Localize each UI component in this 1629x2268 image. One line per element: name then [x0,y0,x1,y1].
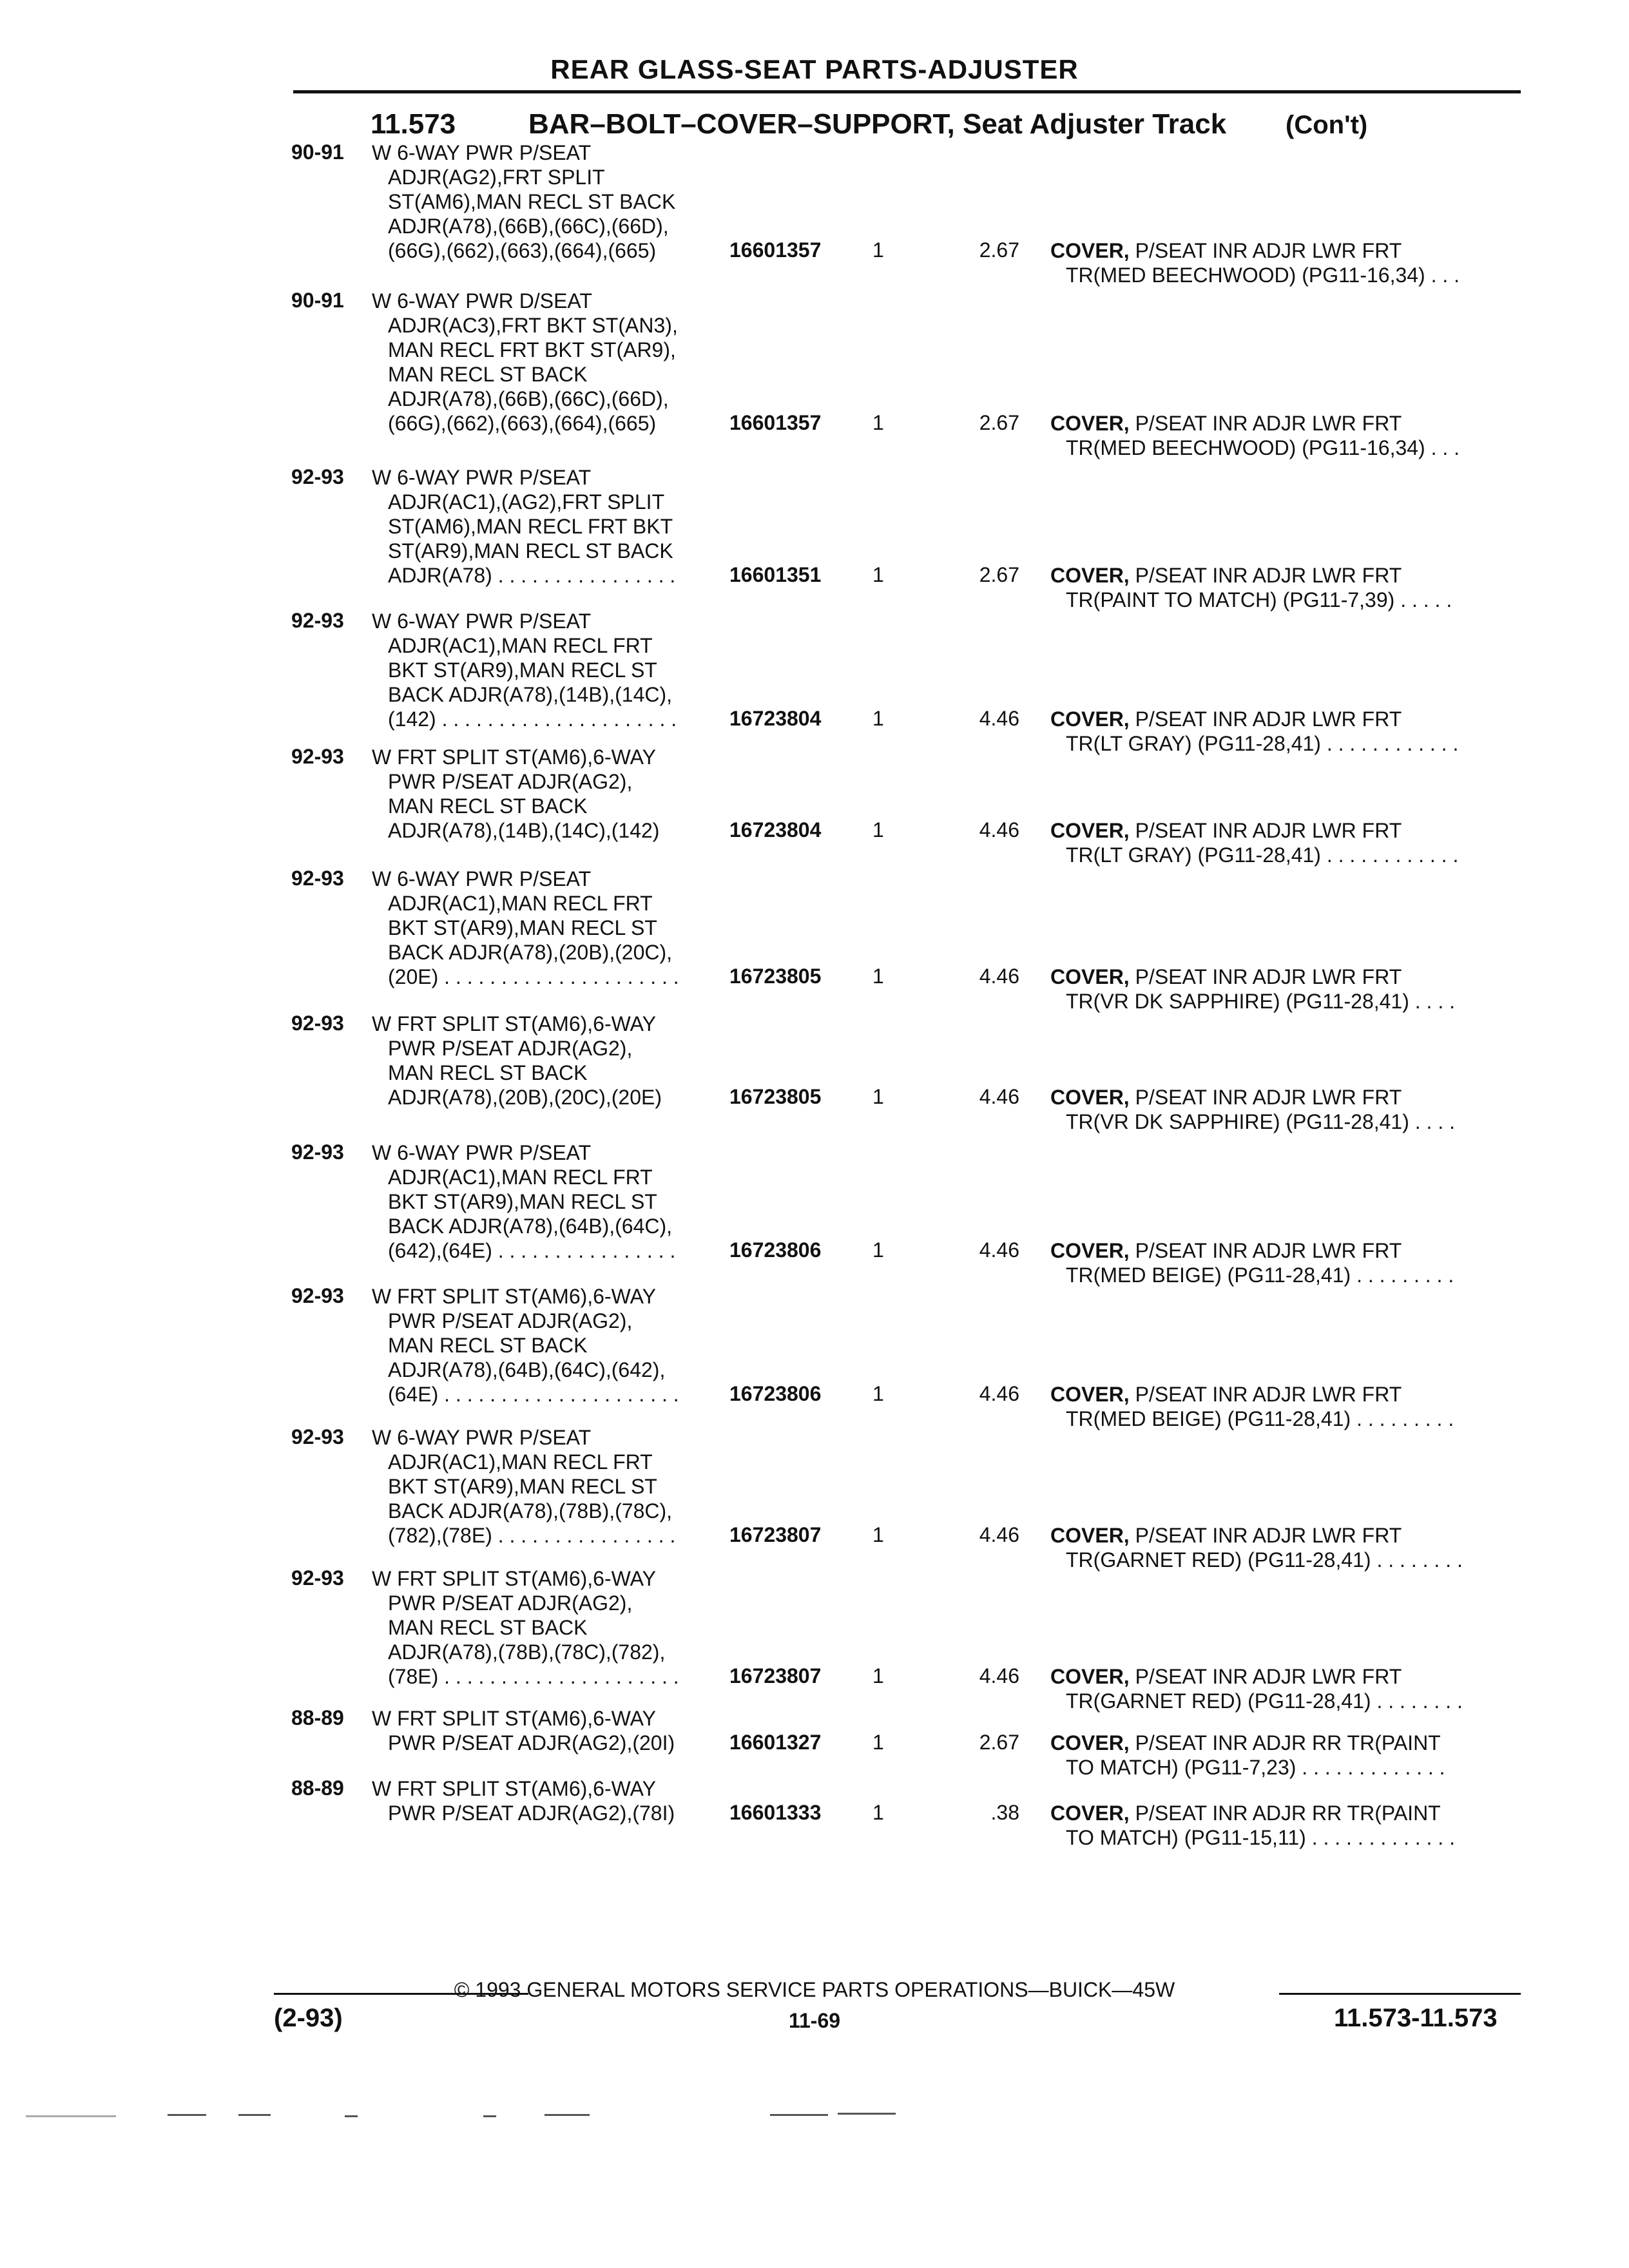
part-name: COVER, [1050,239,1130,262]
usage-line: (66G),(662),(663),(664),(665) [388,412,657,435]
price: 2.67 [979,563,1019,586]
part-description [1050,563,1452,612]
scan-artifact [770,2114,828,2116]
part-description-line [1050,238,1460,263]
part-description-line: TR(VR DK SAPPHIRE) (PG11-28,41) . . . . [1066,1110,1455,1133]
usage-line: W 6-WAY PWR P/SEAT [372,141,592,164]
part-description [1050,238,1460,287]
part-number: 16601351 [729,563,822,586]
price: 2.67 [979,1731,1019,1754]
usage-line: (20E) . . . . . . . . . . . . . . . . . . . . . [388,965,679,988]
model-years: 92-93 [291,1140,344,1164]
usage-line: PWR P/SEAT ADJR(AG2), [388,770,633,793]
usage-line: (78E) . . . . . . . . . . . . . . . . . . . . . [388,1665,679,1688]
quantity: 1 [872,707,884,730]
part-description-line: TR(MED BEECHWOOD) (PG11-16,34) . . . [1066,264,1460,287]
model-years: 92-93 [291,609,344,632]
quantity: 1 [872,411,884,434]
part-description [1050,707,1458,756]
usage-description [372,609,717,731]
part-description [1050,1801,1455,1850]
section-title: BAR–BOLT–COVER–SUPPORT, Seat Adjuster Track [528,108,1227,140]
usage-line: PWR P/SEAT ADJR(AG2),(20I) [388,1731,675,1754]
part-description-line: TR(LT GRAY) (PG11-28,41) . . . . . . . . . . . . [1066,732,1459,755]
price: 4.46 [979,1523,1019,1546]
part-detail: P/SEAT INR ADJR LWR FRT [1129,819,1402,842]
price: 4.46 [979,1238,1019,1262]
usage-line: ADJR(AC1),(AG2),FRT SPLIT [388,490,665,514]
scan-artifact [26,2115,116,2117]
part-detail: P/SEAT INR ADJR LWR FRT [1129,707,1402,731]
usage-line: PWR P/SEAT ADJR(AG2), [388,1591,633,1615]
model-years: 92-93 [291,1425,344,1448]
part-description-line [1050,1382,1454,1407]
usage-line: BACK ADJR(A78),(14B),(14C), [388,683,673,706]
usage-line: W 6-WAY PWR P/SEAT [372,1141,592,1164]
usage-line: (782),(78E) . . . . . . . . . . . . . . . . [388,1524,676,1547]
usage-line: ADJR(A78),(66B),(66C),(66D), [388,387,669,410]
usage-line: W FRT SPLIT ST(AM6),6-WAY [372,745,656,769]
part-description-line: TO MATCH) (PG11-7,23) . . . . . . . . . . . . . [1066,1756,1445,1779]
usage-description [372,1425,717,1548]
usage-line: ADJR(AG2),FRT SPLIT [388,166,605,189]
quantity: 1 [872,1801,884,1824]
part-number: 16723804 [729,707,822,730]
part-name: COVER, [1050,707,1130,731]
scan-artifact [483,2115,496,2117]
usage-line: ADJR(A78),(64B),(64C),(642), [388,1358,666,1381]
model-years: 88-89 [291,1776,344,1800]
usage-description [372,1284,717,1407]
part-description-line [1050,965,1455,989]
model-years: 92-93 [291,867,344,890]
price: .38 [990,1801,1019,1824]
usage-line: BKT ST(AR9),MAN RECL ST [388,1190,657,1213]
usage-line: PWR P/SEAT ADJR(AG2), [388,1309,633,1332]
usage-line: ST(AM6),MAN RECL ST BACK [388,190,676,213]
usage-line: BACK ADJR(A78),(20B),(20C), [388,941,673,964]
part-detail: P/SEAT INR ADJR LWR FRT [1129,1239,1402,1262]
price: 4.46 [979,707,1019,730]
usage-line: BKT ST(AR9),MAN RECL ST [388,658,657,682]
part-name: COVER, [1050,412,1130,435]
usage-line: MAN RECL ST BACK [388,794,588,818]
part-description-line: TR(MED BEIGE) (PG11-28,41) . . . . . . . . . [1066,1264,1454,1287]
part-name: COVER, [1050,1802,1130,1825]
model-years: 88-89 [291,1706,344,1729]
quantity: 1 [872,1664,884,1687]
usage-line: ADJR(AC1),MAN RECL FRT [388,634,653,657]
part-detail: P/SEAT INR ADJR LWR FRT [1129,1383,1402,1406]
part-description-line [1050,1664,1463,1689]
usage-line: BKT ST(AR9),MAN RECL ST [388,1475,657,1498]
page-header-title: REAR GLASS-SEAT PARTS-ADJUSTER [550,54,1079,84]
model-years: 92-93 [291,1566,344,1590]
usage-line: BACK ADJR(A78),(64B),(64C), [388,1215,673,1238]
part-number: 16723806 [729,1238,822,1262]
part-number: 16601327 [729,1731,822,1754]
part-description-line [1050,818,1458,843]
part-description-line [1050,1801,1455,1825]
part-description-line: TR(LT GRAY) (PG11-28,41) . . . . . . . . . . . . [1066,843,1459,867]
part-description [1050,1085,1455,1134]
part-detail: P/SEAT INR ADJR LWR FRT [1129,239,1402,262]
scan-artifact [545,2114,590,2116]
part-number: 16723807 [729,1664,822,1687]
part-name: COVER, [1050,819,1130,842]
quantity: 1 [872,1085,884,1108]
quantity: 1 [872,965,884,988]
usage-line: W FRT SPLIT ST(AM6),6-WAY [372,1777,656,1800]
model-years: 92-93 [291,465,344,488]
part-description [1050,1238,1454,1287]
part-name: COVER, [1050,965,1130,988]
model-years: 92-93 [291,745,344,768]
scan-artifact [838,2113,896,2115]
usage-line: ADJR(A78),(20B),(20C),(20E) [388,1086,662,1109]
scan-artifact [168,2114,206,2116]
usage-line: W 6-WAY PWR D/SEAT [372,289,592,312]
part-number: 16723805 [729,965,822,988]
part-description [1050,411,1460,460]
price: 2.67 [979,238,1019,262]
usage-line: (642),(64E) . . . . . . . . . . . . . . . . [388,1239,676,1262]
usage-line: MAN RECL FRT BKT ST(AR9), [388,338,676,361]
part-description-line [1050,707,1458,731]
part-description-line [1050,1523,1463,1548]
scan-artifact [345,2115,358,2117]
footer-section-range: 11.573-11.573 [1334,2004,1498,2032]
model-years: 90-91 [291,289,344,312]
part-description-line: TR(VR DK SAPPHIRE) (PG11-28,41) . . . . [1066,990,1455,1013]
part-detail: P/SEAT INR ADJR LWR FRT [1129,412,1402,435]
usage-line: W FRT SPLIT ST(AM6),6-WAY [372,1285,656,1308]
usage-line: ADJR(AC1),MAN RECL FRT [388,892,653,915]
price: 4.46 [979,1664,1019,1687]
quantity: 1 [872,818,884,841]
part-description-line: TR(MED BEECHWOOD) (PG11-16,34) . . . [1066,436,1460,459]
usage-line: ADJR(AC1),MAN RECL FRT [388,1166,653,1189]
usage-line: ADJR(A78),(66B),(66C),(66D), [388,215,669,238]
part-detail: P/SEAT INR ADJR LWR FRT [1129,965,1402,988]
part-description-line [1050,1731,1445,1755]
model-years: 92-93 [291,1012,344,1035]
scan-artifact [238,2114,271,2116]
usage-line: MAN RECL ST BACK [388,363,588,386]
footer-page-number: 11-69 [788,2009,841,2032]
price: 4.46 [979,818,1019,841]
usage-line: ST(AM6),MAN RECL FRT BKT [388,515,673,538]
part-detail: P/SEAT INR ADJR RR TR(PAINT [1129,1802,1441,1825]
part-description [1050,965,1455,1014]
usage-line: PWR P/SEAT ADJR(AG2), [388,1037,633,1060]
usage-description [372,867,717,989]
price: 4.46 [979,1085,1019,1108]
usage-description [372,1140,717,1263]
part-number: 16723804 [729,818,822,841]
usage-description [372,140,717,263]
usage-line: W 6-WAY PWR P/SEAT [372,610,592,633]
footer-copyright: © 1993 GENERAL MOTORS SERVICE PARTS OPERATIONS—BUICK—45W [454,1978,1175,2001]
part-description [1050,1382,1454,1431]
usage-line: BKT ST(AR9),MAN RECL ST [388,916,657,939]
usage-line: ADJR(A78),(78B),(78C),(782), [388,1640,666,1664]
part-name: COVER, [1050,564,1130,587]
usage-line: (64E) . . . . . . . . . . . . . . . . . . . . . [388,1383,679,1406]
part-name: COVER, [1050,1524,1130,1547]
price: 4.46 [979,1382,1019,1405]
part-description-line: TR(PAINT TO MATCH) (PG11-7,39) . . . . . [1066,588,1452,611]
part-number: 16601357 [729,411,822,434]
usage-line: MAN RECL ST BACK [388,1616,588,1639]
part-detail: P/SEAT INR ADJR RR TR(PAINT [1129,1731,1441,1754]
section-number: 11.573 [371,108,456,140]
usage-line: ADJR(AC1),MAN RECL FRT [388,1450,653,1474]
footer-revision: (2-93) [274,2004,343,2032]
usage-line: W 6-WAY PWR P/SEAT [372,466,592,489]
quantity: 1 [872,1238,884,1262]
usage-line: ADJR(A78),(14B),(14C),(142) [388,819,660,842]
part-detail: P/SEAT INR ADJR LWR FRT [1129,1086,1402,1109]
part-description-line [1050,1085,1455,1110]
part-description [1050,1523,1463,1572]
model-years: 90-91 [291,140,344,164]
usage-line: (66G),(662),(663),(664),(665) [388,239,657,262]
part-number: 16723806 [729,1382,822,1405]
usage-line: W FRT SPLIT ST(AM6),6-WAY [372,1707,656,1730]
part-name: COVER, [1050,1665,1130,1688]
usage-line: MAN RECL ST BACK [388,1061,588,1084]
model-years: 92-93 [291,1284,344,1307]
part-description-line [1050,1238,1454,1263]
usage-description [372,1566,717,1689]
part-description-line: TR(MED BEIGE) (PG11-28,41) . . . . . . . . . [1066,1407,1454,1430]
part-name: COVER, [1050,1086,1130,1109]
part-number: 16723807 [729,1523,822,1546]
quantity: 1 [872,1523,884,1546]
usage-line: MAN RECL ST BACK [388,1334,588,1357]
usage-description [372,1776,717,1825]
part-description-line [1050,563,1452,588]
part-description [1050,1731,1445,1780]
part-name: COVER, [1050,1383,1130,1406]
part-detail: P/SEAT INR ADJR LWR FRT [1129,1524,1402,1547]
part-description-line: TR(GARNET RED) (PG11-28,41) . . . . . . . . [1066,1689,1463,1713]
header-rule [293,90,1521,93]
part-description [1050,1664,1463,1713]
price: 4.46 [979,965,1019,988]
usage-line: PWR P/SEAT ADJR(AG2),(78I) [388,1802,675,1825]
quantity: 1 [872,238,884,262]
usage-description [372,289,717,436]
usage-line: W 6-WAY PWR P/SEAT [372,867,592,890]
usage-line: (142) . . . . . . . . . . . . . . . . . . . . . [388,707,677,731]
part-detail: P/SEAT INR ADJR LWR FRT [1129,564,1402,587]
usage-line: W FRT SPLIT ST(AM6),6-WAY [372,1567,656,1590]
part-number: 16601357 [729,238,822,262]
section-continued: (Con't) [1286,111,1368,139]
usage-line: W 6-WAY PWR P/SEAT [372,1426,592,1449]
quantity: 1 [872,1731,884,1754]
usage-line: ST(AR9),MAN RECL ST BACK [388,539,673,562]
usage-line: ADJR(AC3),FRT BKT ST(AN3), [388,314,678,337]
usage-description [372,1012,717,1110]
usage-line: ADJR(A78) . . . . . . . . . . . . . . . . [388,564,676,587]
price: 2.67 [979,411,1019,434]
part-description-line [1050,411,1460,436]
part-number: 16601333 [729,1801,822,1824]
usage-line: W FRT SPLIT ST(AM6),6-WAY [372,1012,656,1035]
part-number: 16723805 [729,1085,822,1108]
part-description-line: TR(GARNET RED) (PG11-28,41) . . . . . . . . [1066,1548,1463,1571]
part-description-line: TO MATCH) (PG11-15,11) . . . . . . . . . . . . . [1066,1826,1455,1849]
quantity: 1 [872,1382,884,1405]
part-description [1050,818,1458,867]
part-detail: P/SEAT INR ADJR LWR FRT [1129,1665,1402,1688]
usage-description [372,745,717,843]
part-name: COVER, [1050,1731,1130,1754]
part-name: COVER, [1050,1239,1130,1262]
usage-line: BACK ADJR(A78),(78B),(78C), [388,1499,673,1523]
usage-description [372,1706,717,1755]
usage-description [372,465,717,588]
quantity: 1 [872,563,884,586]
